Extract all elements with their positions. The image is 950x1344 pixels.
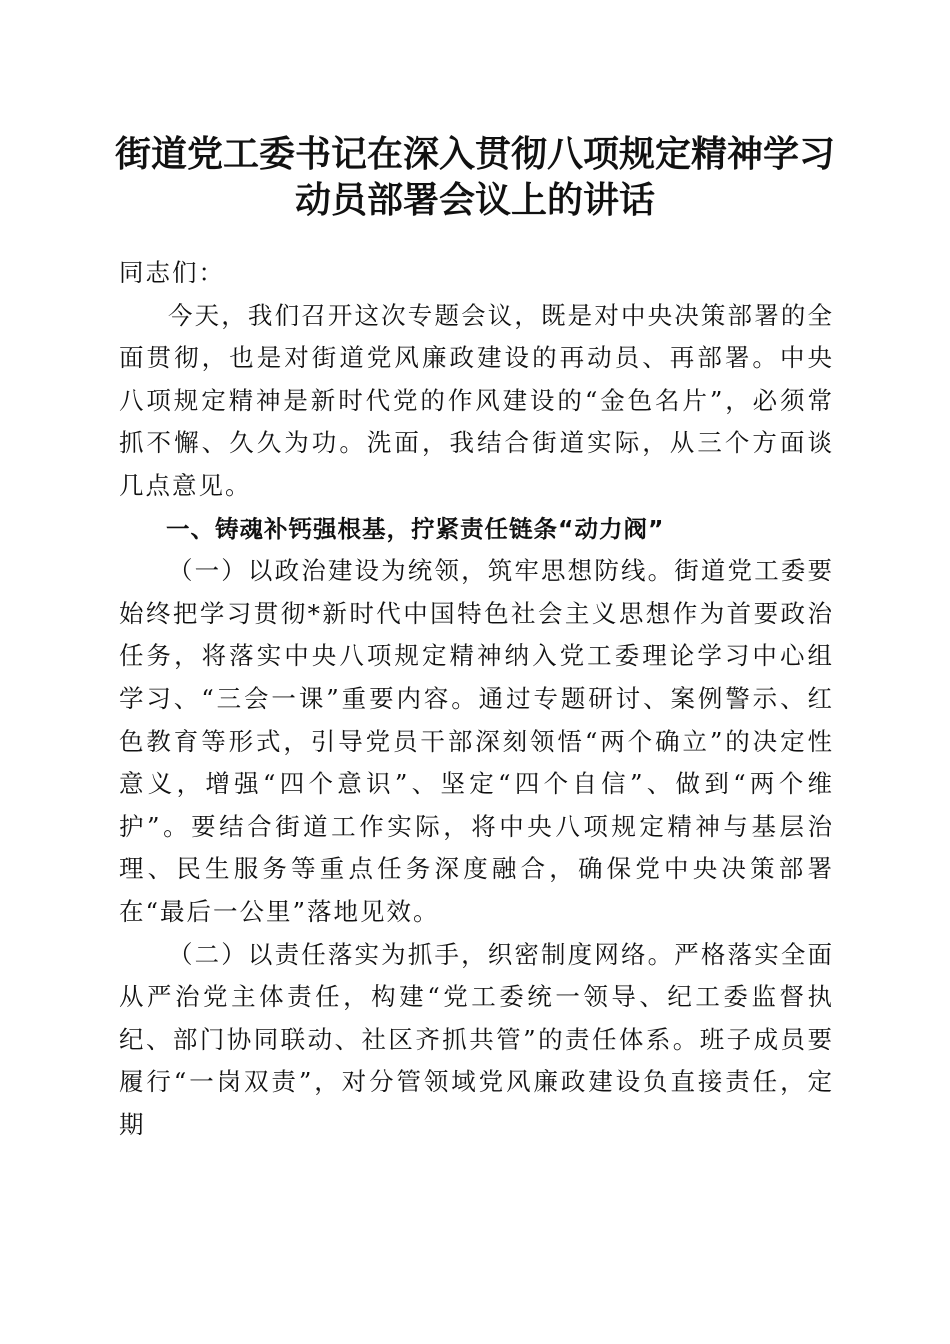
title-line-2: 动员部署会议上的讲话 bbox=[294, 180, 655, 221]
paragraph-1: （一）以政治建设为统领，筑牢思想防线。街道党工委要始终把学习贯彻*新时代中国特色社会主义思想作为首要政治任务，将落实中央八项规定精神纳入党工委理论学习中心组学习、“三会一课”重要内容。通过专题研讨、案例警示、红色教育等形式，引导党员干部深刻领悟“两个确立”的决定性意义，增强“四个意识”、坚定“四个自信”、做到“两个维护”。要结合街道工作实际，将中央八项规定精神与基层治理、民生服务等重点任务深度融合，确保党中央决策部署在“最后一公里”落地见效。 bbox=[119, 556, 834, 926]
paragraph-2: （二）以责任落实为抓手，织密制度网络。严格落实全面从严治党主体责任，构建“党工委统一领导、纪工委监督执纪、部门协同联动、社区齐抓共管”的责任体系。班子成员要履行“一岗双责”，对分管领域党风廉政建设负直接责任，定期 bbox=[119, 939, 834, 1139]
title-line-1: 街道党工委书记在深入贯彻八项规定精神学习 bbox=[114, 134, 835, 175]
intro-paragraph: 今天，我们召开这次专题会议，既是对中央决策部署的全面贯彻，也是对街道党风廉政建设的再动员、再部署。中央八项规定精神是新时代党的作风建设的“金色名片”，必须常抓不懈、久久为功。洗面，我结合街道实际，从三个方面谈几点意见。 bbox=[119, 300, 834, 500]
section-heading-1: 一、铸魂补钙强根基，拧紧责任链条“动力阀” bbox=[166, 514, 665, 543]
document-title bbox=[100, 132, 850, 224]
document-body bbox=[119, 252, 834, 1146]
salutation: 同志们： bbox=[119, 258, 225, 287]
